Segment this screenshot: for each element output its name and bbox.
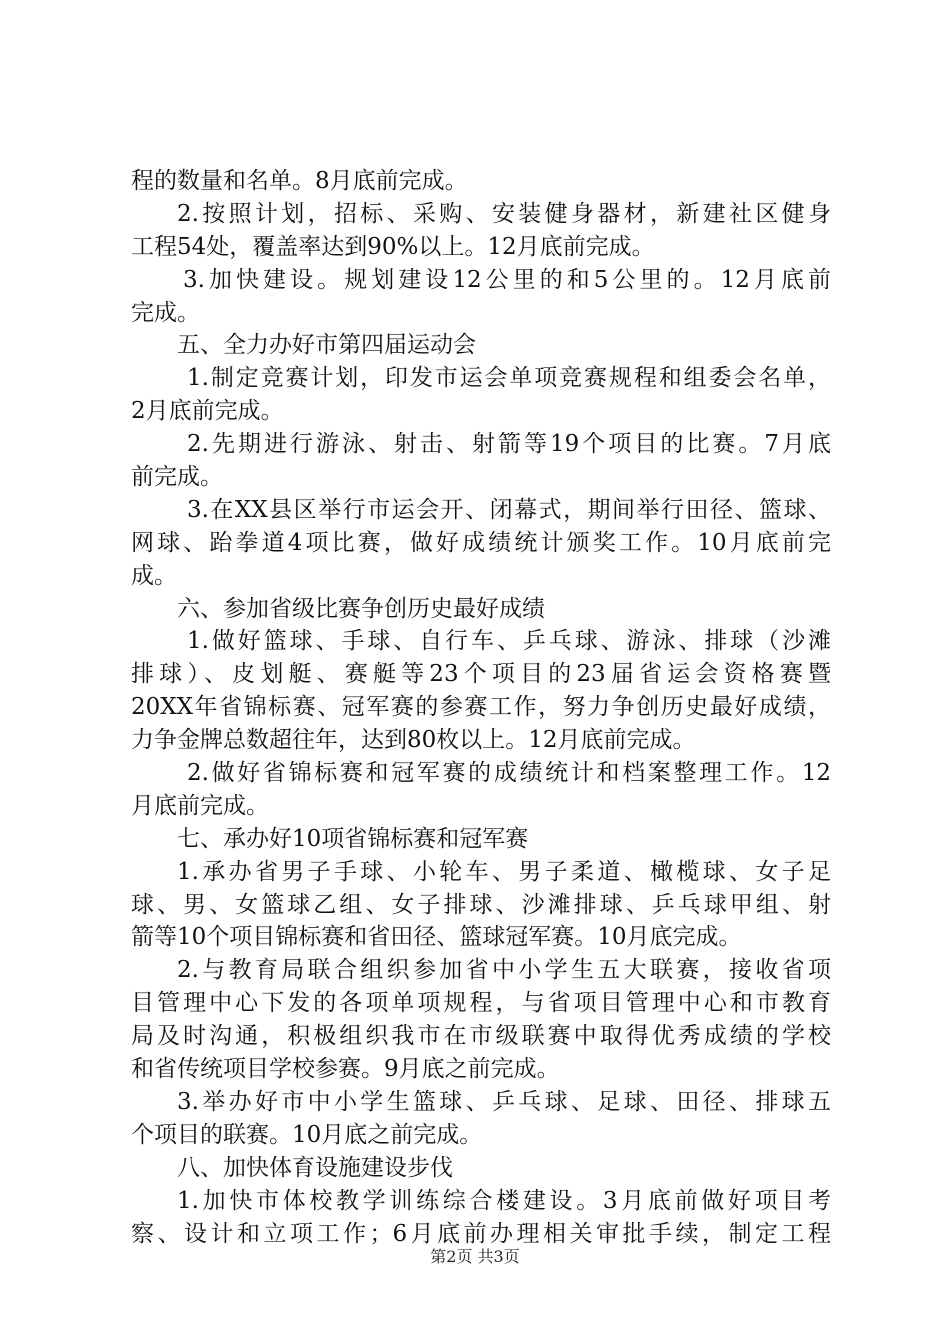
text-line: 2.做好省锦标赛和冠军赛的成绩统计和档案整理工作。12 xyxy=(187,760,831,787)
text-line: 3.举办好市中小学生篮球、乒乓球、足球、田径、排球五 xyxy=(177,1088,831,1115)
text-line: 2.先期进行游泳、射击、射箭等19个项目的比赛。7月底 xyxy=(187,431,831,458)
text-line: 2月底前完成。 xyxy=(131,398,284,425)
text-line: 局及时沟通，积极组织我市在市级联赛中取得优秀成绩的学校 xyxy=(131,1023,831,1050)
text-line: 力争金牌总数超往年，达到80枚以上。12月底前完成。 xyxy=(131,727,696,754)
text-line: 察、设计和立项工作；6月底前办理相关审批手续，制定工程 xyxy=(131,1220,831,1247)
text-line: 工程54处，覆盖率达到90%以上。12月底前完成。 xyxy=(131,233,655,260)
text-line: 成。 xyxy=(131,562,177,589)
text-line: 1.做好篮球、手球、自行车、乒乓球、游泳、排球（沙滩 xyxy=(187,628,831,655)
page-number-footer: 第2页 共3页 xyxy=(430,1247,520,1266)
text-line: 3.加快建设。规划建设12公里的和5公里的。12月底前 xyxy=(183,266,831,293)
text-line: 排球）、皮划艇、赛艇等23个项目的23届省运会资格赛暨 xyxy=(131,661,831,688)
text-line: 20XX年省锦标赛、冠军赛的参赛工作，努力争创历史最好成绩， xyxy=(131,694,831,721)
text-line: 1.承办省男子手球、小轮车、男子柔道、橄榄球、女子足 xyxy=(177,858,831,885)
document-body xyxy=(131,165,831,1250)
text-line: 前完成。 xyxy=(131,464,223,491)
text-line: 个项目的联赛。10月底之前完成。 xyxy=(131,1121,483,1148)
text-line: 六、参加省级比赛争创历史最好成绩 xyxy=(177,595,545,622)
text-line: 3.在XX县区举行市运会开、闭幕式，期间举行田径、篮球、 xyxy=(187,496,831,523)
text-line: 七、承办好10项省锦标赛和冠军赛 xyxy=(177,825,529,852)
text-line: 完成。 xyxy=(131,299,200,326)
text-line: 和省传统项目学校参赛。9月底之前完成。 xyxy=(131,1056,560,1083)
text-line: 网球、跆拳道4项比赛，做好成绩统计颁奖工作。10月底前完 xyxy=(131,529,831,556)
text-line: 1.加快市体校教学训练综合楼建设。3月底前做好项目考 xyxy=(177,1187,831,1214)
text-line: 目管理中心下发的各项单项规程，与省项目管理中心和市教育 xyxy=(131,990,831,1017)
text-line: 1.制定竞赛计划，印发市运会单项竞赛规程和组委会名单， xyxy=(187,365,831,392)
text-line: 月底前完成。 xyxy=(131,792,269,819)
text-line: 箭等10个项目锦标赛和省田径、篮球冠军赛。10月底完成。 xyxy=(131,924,742,951)
text-line: 球、男、女篮球乙组、女子排球、沙滩排球、乒乓球甲组、射 xyxy=(131,891,831,918)
text-line: 程的数量和名单。8月底前完成。 xyxy=(131,168,468,194)
text-line: 2.与教育局联合组织参加省中小学生五大联赛，接收省项 xyxy=(177,957,831,984)
text-line: 五、全力办好市第四届运动会 xyxy=(177,332,476,359)
text-line: 八、加快体育设施建设步伐 xyxy=(177,1154,453,1181)
text-line: 2.按照计划，招标、采购、安装健身器材，新建社区健身 xyxy=(177,200,831,227)
